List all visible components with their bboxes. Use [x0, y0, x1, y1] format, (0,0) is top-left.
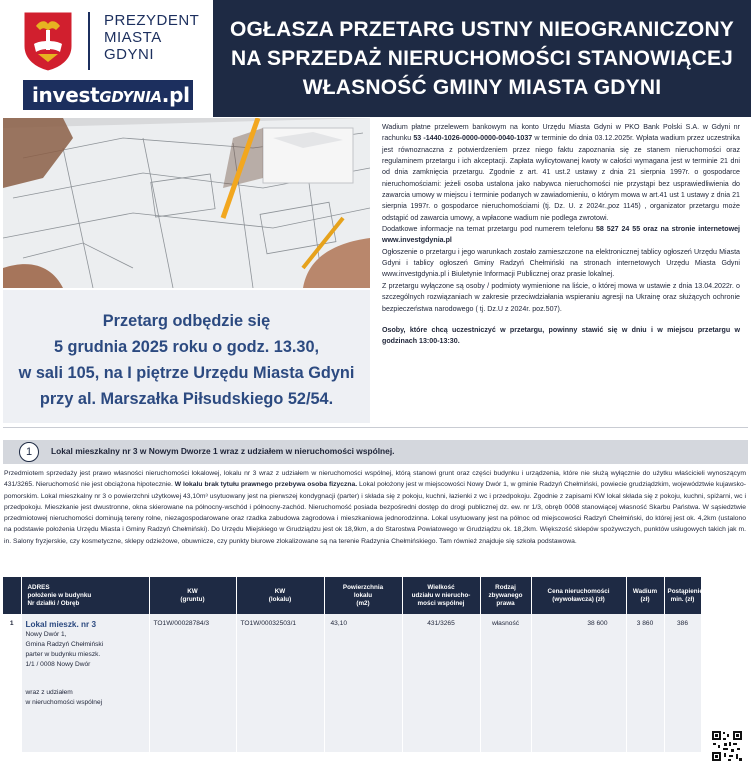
contact-paragraph: Dodatkowe informacje na temat przetargu pod numerem telefonu 58 527 24 55 oraz na stronie internetowej www.investgdynia.pl — [382, 225, 741, 245]
section-title: Lokal mieszkalny nr 3 w Nowym Dworze 1 wraz z udziałem w nieruchomości wspólnej. — [51, 446, 395, 456]
auction-line: przy al. Marszałka Piłsudskiego 52/54. — [39, 390, 334, 408]
plans-illustration — [3, 118, 370, 288]
kw-grunt-cell: TO1W/00028784/3 — [149, 614, 236, 752]
qr-code-icon — [711, 730, 743, 762]
column-header-kw-lokal: KW (lokalu) — [236, 577, 324, 614]
auction-info-box — [3, 290, 370, 423]
area-cell: 43,10 — [324, 614, 402, 752]
invest-gdynia-badge: investGDYNIA.pl — [23, 80, 193, 110]
property-section-header — [3, 440, 748, 464]
table-row — [3, 614, 701, 752]
exclusion-paragraph: Z przetargu wyłączone są osoby / podmioty wymienione na liście, o której mowa w ustawie z dnia 13.04.2022r. o szczególnych rozwiązaniach w zakresie przeciwdziałania wspieraniu agresji na Ukrainę oraz służących ochronie bezpieczeństwa narodowego ( tj. Dz.U z 2024r. poz.507). — [382, 281, 740, 313]
divider — [3, 427, 748, 428]
title-line: OGŁASZA PRZETARG USTNY NIEOGRANICZONY — [229, 18, 735, 41]
column-header-address: ADRES położenie w budynku Nr działki / Obręb — [21, 577, 149, 614]
title-line: WŁASNOŚĆ GMINY MIASTA GDYNI — [302, 76, 662, 99]
publication-paragraph: Ogłoszenie o przetargu i jego warunkach zostało zamieszczone na elektronicznej tablicy ogłoszeń Urzędu Miasta Gdyni i tablicy ogłoszeń Gminy Radzyń Chełmiński na stronach internetowych Urzędu Miasta Gdyni www.investgdynia.pl i Biuletynie Informacji Publicznej oraz prasie lokalnej. — [382, 247, 740, 279]
deposit-paragraph: Wadium płatne przelewem bankowym na konto Urzędu Miasta Gdyni w PKO Bank Polski S.A. w Gdyni nr rachunku 53 -1440-1026-0000-0000-0040-1037 w terminie do dnia 03.12.2025r. Wpłata wadium przez uczestnika jest równoznaczna z potwierdzeniem przez niego faktu zapoznania się ze stanem nieruchomości oraz regulaminem przetargu i ich akceptacji. Zapłata wylicytowanej kwoty w całości wymagana jest w terminie 21 dni od dnia zamknięcia przetargu. Zgodnie z art. 41 ust.2 ustawy z dnia 21 sierpnia 1997r. o gospodarce nieruchomościami: jeżeli osoba ustalona jako nabywca nieruchomości nie przystąpi bez usprawiedliwienia do zawarcia umowy w miejscu i terminie podanych w zawiadomieniu, o którym mowa w art.41 ust 1 ustawy z dnia 21 sierpnia 1997r. o gospodarce nieruchomościami (tj. Dz. U. z 2024r.,poz 1145) , organizator przetargu może odstąpić od zawarcia umowy, a wpłacone wadium nie podlega zwrotowi. — [382, 123, 740, 222]
column-header-deposit: Wadium (zł) — [626, 577, 664, 614]
header — [0, 0, 751, 117]
property-table — [3, 577, 702, 752]
auction-line: w sali 105, na I piętrze Urzędu Miasta Gdyni — [18, 364, 355, 382]
column-header-share: Wielkość udziału w nierucho- mości wspólnej — [402, 577, 480, 614]
column-header-ownership: Rodzaj zbywanego prawa — [480, 577, 531, 614]
price-cell: 38 600 — [531, 614, 626, 752]
step-cell: 386 — [664, 614, 701, 752]
ownership-cell: własność — [480, 614, 531, 752]
auction-terms-column — [382, 122, 740, 348]
address-cell: Lokal mieszk. nr 3 Nowy Dwór 1, Gmina Radzyń Chełmiński parter w budynku mieszk. 1/1 / 0008 Nowy Dwór wraz z udziałem w nieruchomości wspólnej — [21, 614, 149, 752]
row-number: 1 — [3, 614, 21, 752]
announcement-title — [213, 0, 751, 117]
property-description: Przedmiotem sprzedaży jest prawo własności nieruchomości lokalowej, lokalu nr 3 wraz z udziałem w nieruchomości wspólnej, którą stanowi grunt oraz części budynku i urządzenia, które nie służą wyłącznie do użytku właścicieli wynoszącym 431/3265. Nieruchomość nie jest obciążona hipotecznie. W lokalu brak tytułu prawnego przebywa osoba fizyczna. Lokal położony jest w miejscowości Nowy Dwór 1, w gminie Radzyń Chełmiński, powiecie grudziądzkim, województwie kujawsko- pomorskim. Lokal mieszkalny nr 3 o powierzchni użytkowej 43,10m³ usytuowany jest na pierwszej kondygnacji (parter) i składa się z pokoju, kuchni, łazienki z wc i przedpokoju. Zgodnie z zapisami KW lokal składa się z pokoju, kuchni, spiżarni, wc i przedpokoju. Mieszkanie jest dwustronne, okna skierowane na północny-wschód i północny-zachód. Nieruchomość posiada bezpośredni dostęp do drogi publicznej dz. ew. nr 1/3, obręb 0008 stanowiącej własność Skarbu Państwa. W sąsiedztwie przedmiotowej nieruchomości dominują tereny rolne, niezagospodarowane oraz rzadka zabudowa zagrodowa i mieszkaniowa jednorodzinna. Lokal usytuowany jest na północ od miejscowości Radzyń Chełmiński, do której jest ok. 4,2km (ustalono na podstawie położenia Urzędu Miasta i Gminy Radzyń Chełmiński). Do Urzędu Miejskiego w Grudziądzu jest ok 18,9km, a do Starostwa Powiatowego w Grudziądzu ok. 18,2km. Większość sklepów spożywczych, punktów usługowych takich jak m. in. Salony fryzjerskie, czy kosmetyczne, sklepy odzieżowe, obuwnicze, czy punkty biurowe zlokalizowane są na terenie Radzynia Chełmińskiego. Tam również znajduje się szkoła podstawowa. — [4, 470, 746, 545]
logo-divider — [88, 12, 90, 70]
deposit-cell: 3 860 — [626, 614, 664, 752]
architectural-plans-photo — [3, 118, 370, 288]
auction-line: Przetarg odbędzie się — [102, 312, 271, 330]
section-number: 1 — [19, 442, 39, 462]
president-logo-text: PREZYDENT MIASTA GDYNI — [104, 12, 200, 63]
column-header-number — [3, 577, 21, 614]
column-header-price: Cena nieruchomości (wywoławcza) (zł) — [531, 577, 626, 614]
logo-area — [0, 0, 213, 117]
column-header-area: Powierzchnia lokalu (m2) — [324, 577, 402, 614]
attendance-paragraph: Osoby, które chcą uczestniczyć w przetargu, powinny stawić się w dniu i w miejscu przetargu w godzinach 13:00-13:30. — [382, 325, 740, 346]
title-line: NA SPRZEDAŻ NIERUCHOMOŚCI STANOWIĄCEJ — [230, 47, 734, 70]
gdynia-crest-icon — [22, 10, 74, 72]
table-header-row — [3, 577, 701, 614]
auction-line: 5 grudnia 2025 roku o godz. 13.30, — [53, 338, 320, 356]
share-cell: 431/3265 — [402, 614, 480, 752]
kw-lokal-cell: TO1W/00032503/1 — [236, 614, 324, 752]
column-header-step: Postąpienie min. (zł) — [664, 577, 701, 614]
column-header-kw-grunt: KW (gruntu) — [149, 577, 236, 614]
